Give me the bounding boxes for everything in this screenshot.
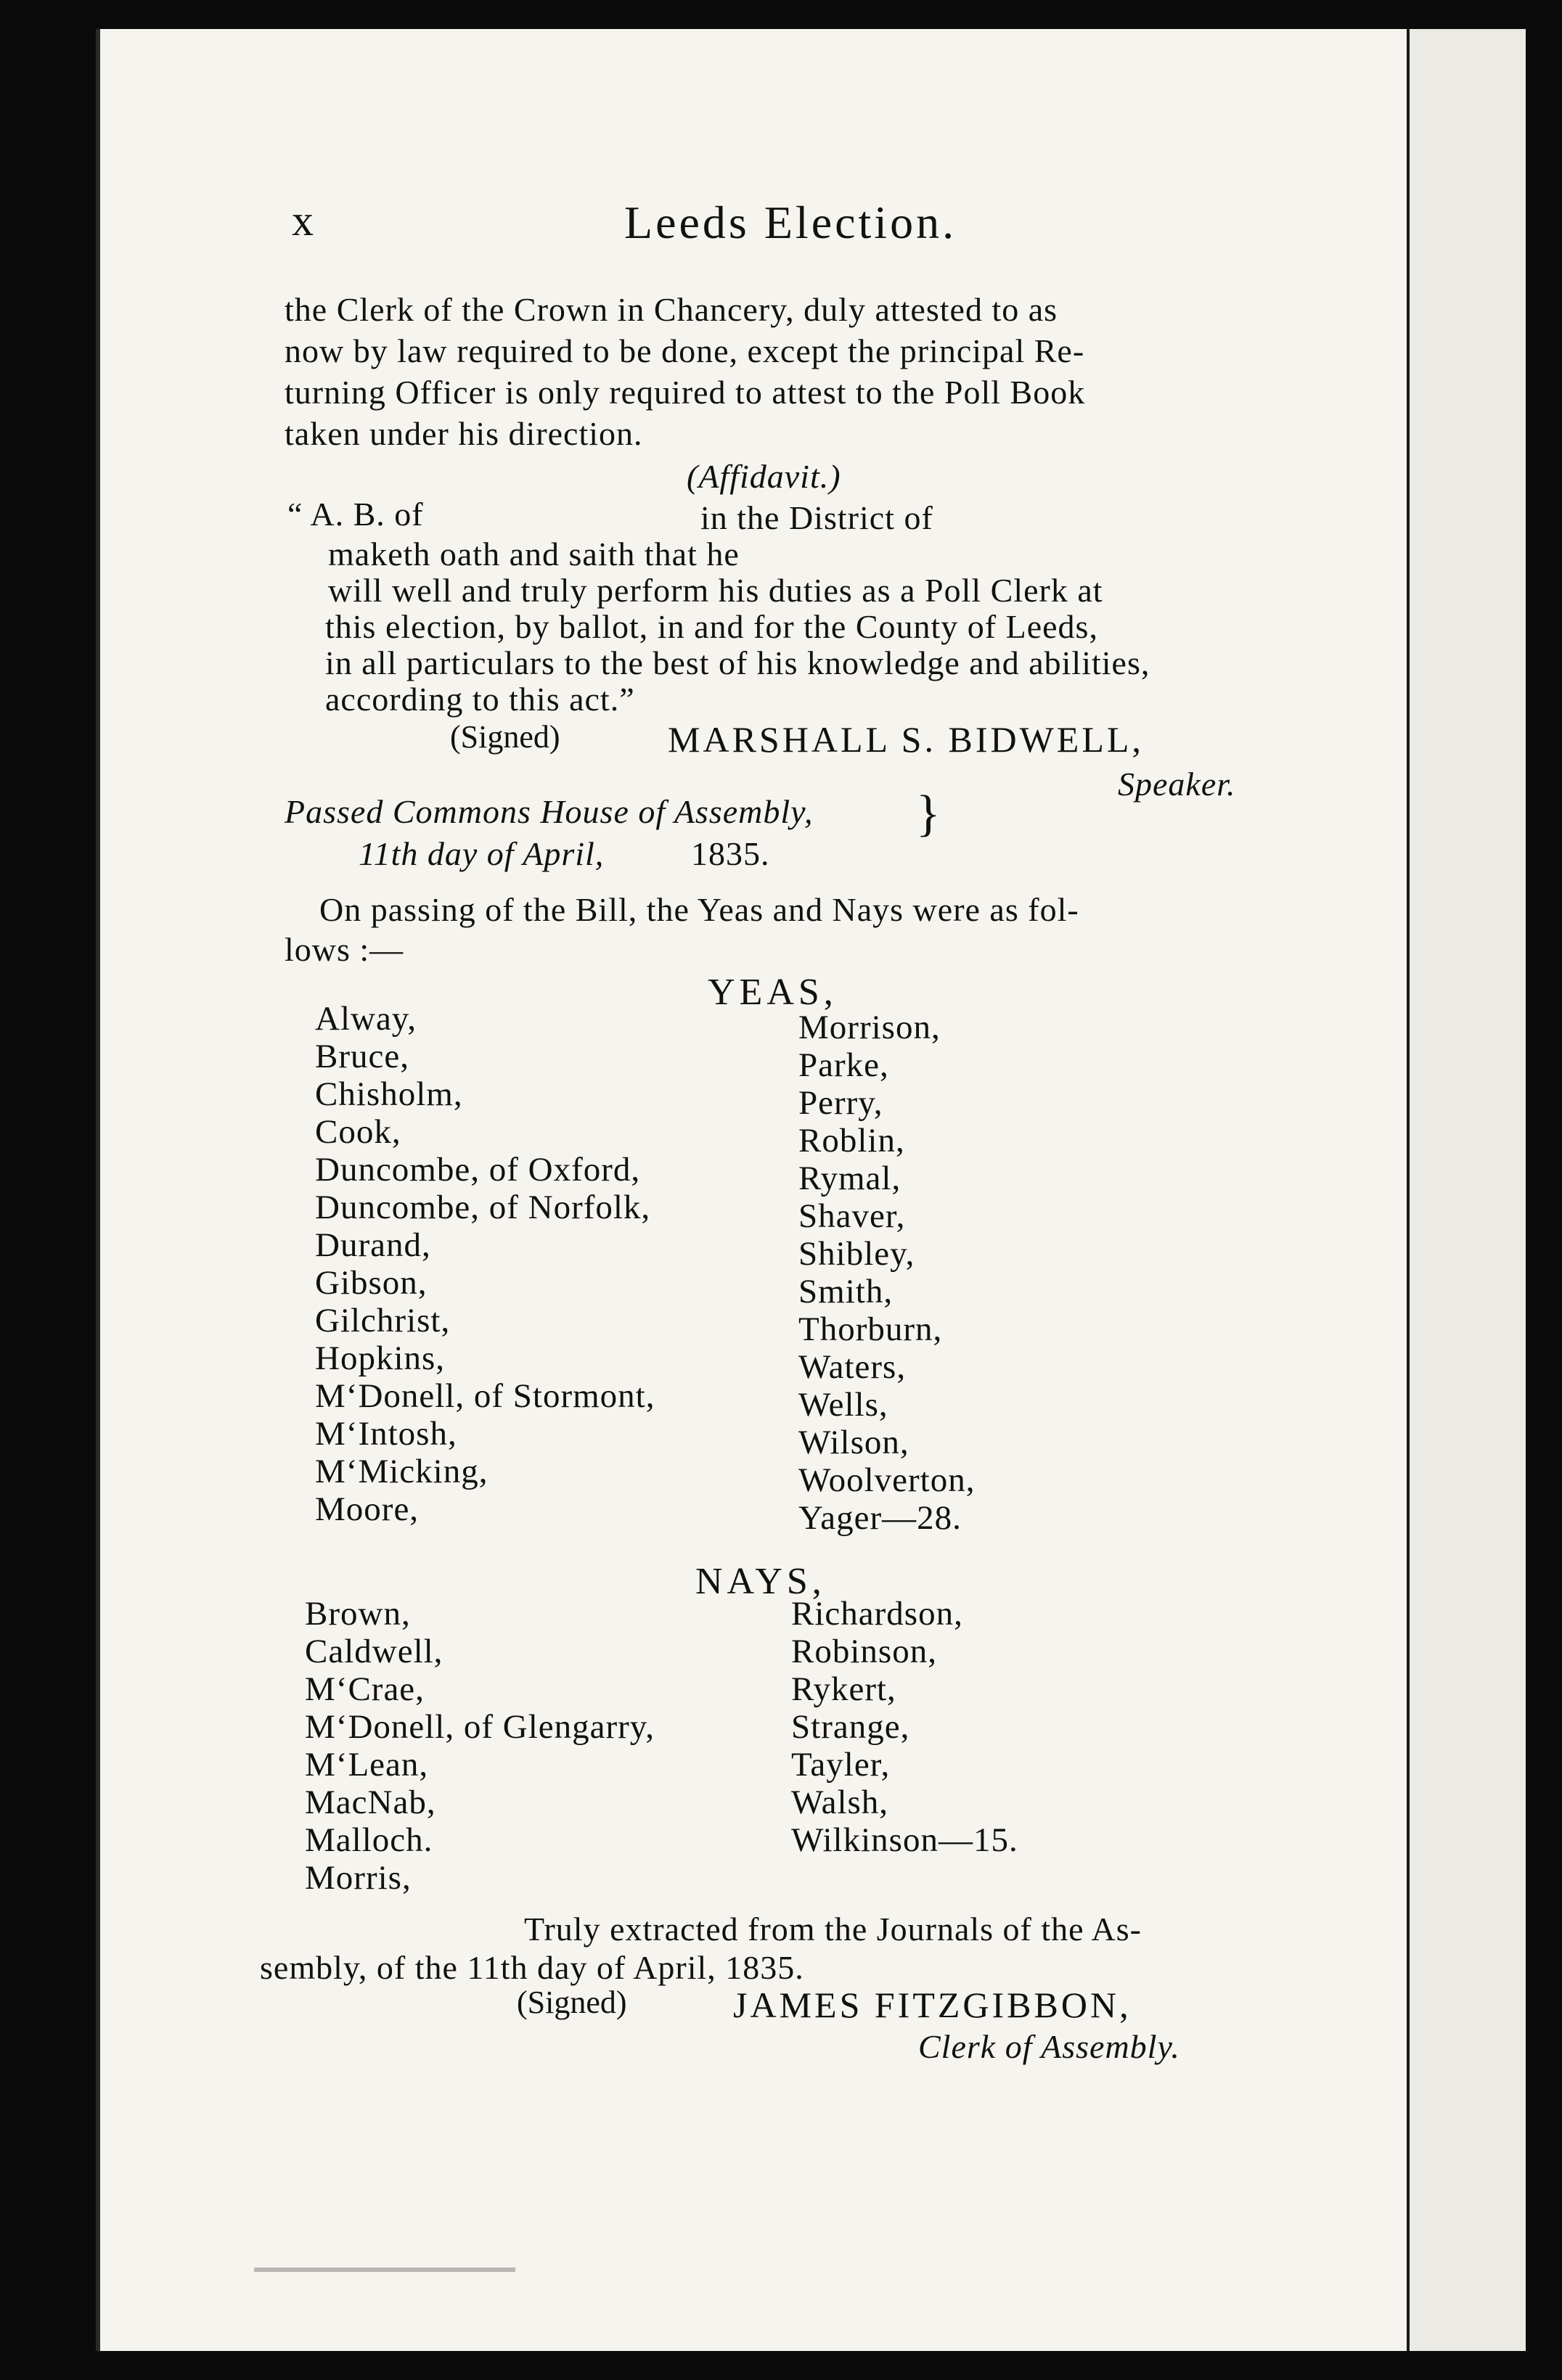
list-item: Morris, xyxy=(305,1859,412,1897)
clerk-name: JAMES FITZGIBBON, xyxy=(733,1985,1132,2025)
intro-line-3: turning Officer is only required to attest to the Poll Book xyxy=(285,374,1086,411)
list-item: M‘Donell, of Glengarry, xyxy=(305,1708,655,1746)
list-item: Malloch. xyxy=(305,1821,433,1859)
affidavit-line-5: in all particulars to the best of his knowledge and abilities, xyxy=(325,644,1150,681)
list-item: Wilson, xyxy=(798,1424,909,1461)
list-item: Strange, xyxy=(791,1708,910,1746)
signed-label-2: (Signed) xyxy=(517,1985,627,2020)
list-item: Cook, xyxy=(315,1113,401,1151)
affidavit-heading: (Affidavit.) xyxy=(687,458,841,495)
list-item: Richardson, xyxy=(791,1595,963,1633)
intro-line-1: the Clerk of the Crown in Chancery, duly attested to as xyxy=(285,291,1058,328)
affidavit-line-3: will well and truly perform his duties as a Poll Clerk at xyxy=(328,572,1103,609)
list-item: M‘Crae, xyxy=(305,1670,425,1708)
list-item: Duncombe, of Norfolk, xyxy=(315,1189,651,1226)
affidavit-line-1-right: in the District of xyxy=(700,499,933,536)
intro-line-2: now by law required to be done, except the principal Re- xyxy=(285,332,1085,369)
list-item: Chisholm, xyxy=(315,1075,463,1113)
affidavit-line-2: maketh oath and saith that he xyxy=(328,536,740,573)
speaker-name: MARSHALL S. BIDWELL, xyxy=(668,719,1144,760)
list-item: Shibley, xyxy=(798,1235,915,1273)
passed-line-2-year: 1835. xyxy=(691,835,770,872)
list-item: Caldwell, xyxy=(305,1633,443,1670)
list-item: Parke, xyxy=(798,1046,889,1084)
list-item: Yager—28. xyxy=(798,1499,962,1537)
list-item: Smith, xyxy=(798,1273,894,1310)
list-item: Shaver, xyxy=(798,1197,906,1235)
list-item: Alway, xyxy=(315,1000,417,1038)
list-item: Perry, xyxy=(798,1084,883,1122)
page-folio: x xyxy=(292,197,314,245)
list-item: MacNab, xyxy=(305,1784,436,1821)
list-item: Wells, xyxy=(798,1386,888,1424)
list-item: Woolverton, xyxy=(798,1461,976,1499)
list-item: Walsh, xyxy=(791,1784,889,1821)
passed-line-1: Passed Commons House of Assembly, xyxy=(285,793,814,830)
list-item: Rykert, xyxy=(791,1670,896,1708)
passed-line-2-date: 11th day of April, xyxy=(359,835,605,872)
list-item: M‘Intosh, xyxy=(315,1415,457,1453)
list-item: Thorburn, xyxy=(798,1310,943,1348)
affidavit-line-6: according to this act.” xyxy=(325,681,635,718)
list-item: M‘Donell, of Stormont, xyxy=(315,1377,655,1415)
list-item: M‘Lean, xyxy=(305,1746,429,1784)
clerk-title: Clerk of Assembly. xyxy=(918,2028,1180,2065)
list-item: Moore, xyxy=(315,1490,420,1528)
yeas-heading: YEAS, xyxy=(708,972,838,1013)
extract-line-2: sembly, of the 11th day of April, 1835. xyxy=(260,1949,804,1986)
nays-left-column xyxy=(305,1595,655,1897)
page-edge-mark xyxy=(254,2268,515,2272)
list-item: Wilkinson—15. xyxy=(791,1821,1018,1859)
list-item: Gibson, xyxy=(315,1264,428,1302)
adjacent-page-edge xyxy=(1402,29,1526,2351)
extract-line-1: Truly extracted from the Journals of the As- xyxy=(524,1911,1142,1948)
brace: } xyxy=(916,786,941,842)
affidavit-line-4: this election, by ballot, in and for the County of Leeds, xyxy=(325,608,1098,645)
list-item: Hopkins, xyxy=(315,1339,446,1377)
list-item: Morrison, xyxy=(798,1009,941,1046)
list-item: Rymal, xyxy=(798,1160,901,1197)
signed-label-1: (Signed) xyxy=(450,719,560,755)
list-item: Gilchrist, xyxy=(315,1302,451,1339)
list-item: Durand, xyxy=(315,1226,431,1264)
list-item: Roblin, xyxy=(798,1122,905,1160)
intro-line-4: taken under his direction. xyxy=(285,415,643,452)
list-item: Robinson, xyxy=(791,1633,937,1670)
list-item: Bruce, xyxy=(315,1038,409,1075)
yeas-right-column xyxy=(798,1009,975,1537)
nays-heading: NAYS, xyxy=(695,1561,826,1602)
list-item: Waters, xyxy=(798,1348,907,1386)
list-item: Duncombe, of Oxford, xyxy=(315,1151,641,1189)
votes-intro-line-1: On passing of the Bill, the Yeas and Nays were as fol- xyxy=(319,891,1079,928)
list-item: Brown, xyxy=(305,1595,411,1633)
speaker-title: Speaker. xyxy=(1118,766,1236,803)
running-title: Leeds Election. xyxy=(624,197,957,248)
votes-intro-line-2: lows :— xyxy=(285,931,404,968)
affidavit-line-1-left: “ A. B. of xyxy=(287,496,424,533)
yeas-left-column xyxy=(315,1000,655,1528)
list-item: Tayler, xyxy=(791,1746,891,1784)
list-item: M‘Micking, xyxy=(315,1453,488,1490)
nays-right-column xyxy=(791,1595,1018,1859)
